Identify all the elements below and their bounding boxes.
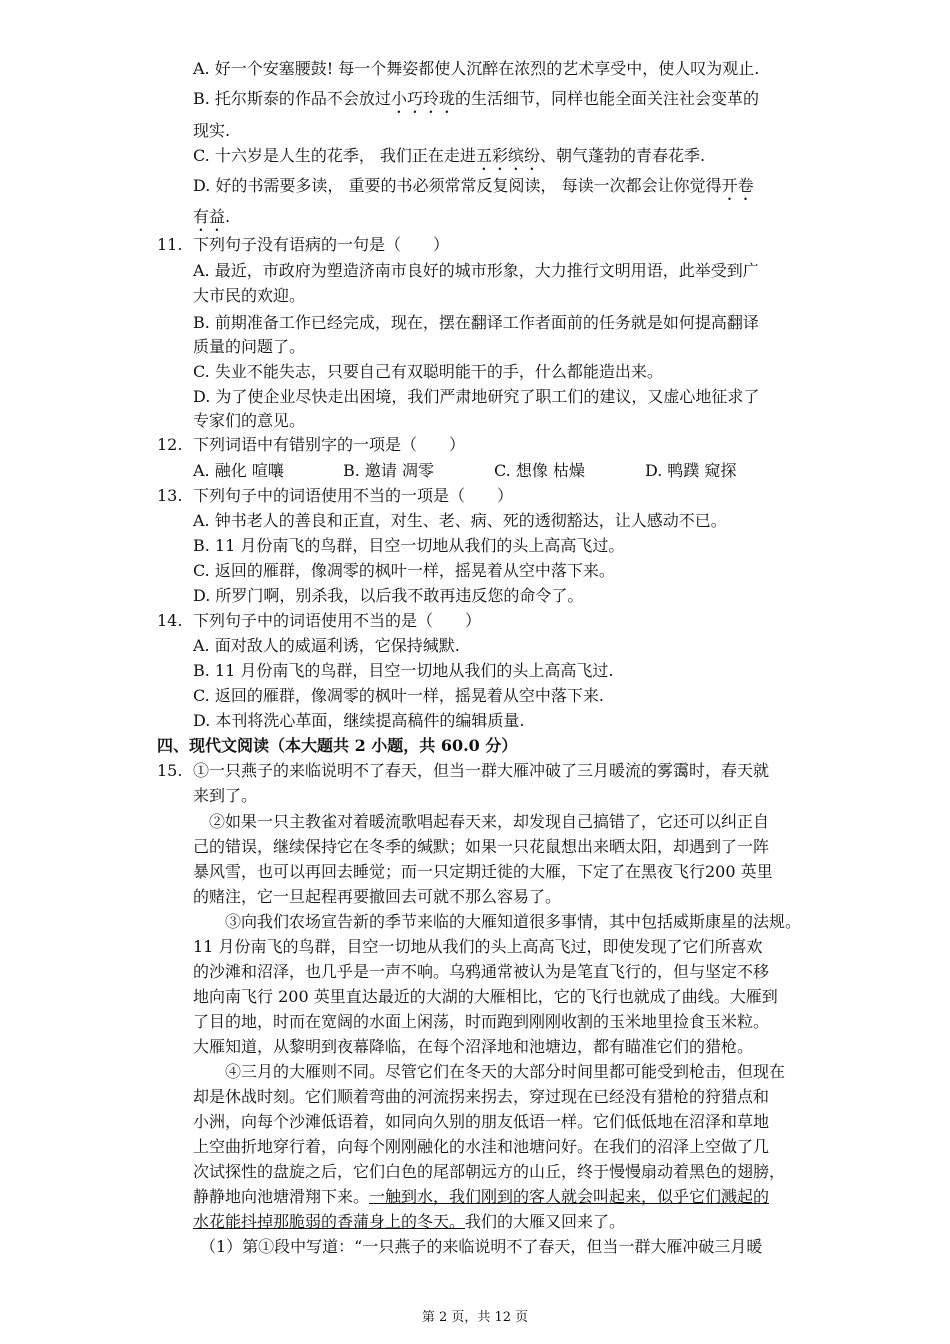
q15-para2-line: ②如果一只主教雀对着暖流歌唱起春天来，却发现自己搞错了，它还可以纠正自 [193, 812, 770, 831]
q15-para1-line: ①一只燕子的来临说明不了春天，但当一群大雁冲破了三月暖流的雾霭时，春天就 [193, 761, 770, 780]
q11-option-b-cont: 质量的问题了。 [193, 337, 306, 356]
q15-para3-line: ③向我们农场宣告新的季节来临的大雁知道很多事情，其中包括威斯康星的法规。 [193, 912, 802, 931]
page-footer: 第 2 页，共 12 页 [421, 1310, 529, 1325]
q10-dotted-word: 五彩缤纷 [475, 146, 540, 165]
q11-option-c: C. 失业不能失志，只要自己有双聪明能干的手，什么都能造出来。 [193, 362, 663, 381]
q14-option-a: A. 面对敌人的威逼利诱，它保持缄默. [193, 636, 460, 655]
q14-option-b: B. 11 月份南飞的鸟群，目空一切地从我们的头上高高飞过. [193, 661, 614, 680]
q13-option-d: D. 所罗门啊，别杀我，以后我不敢再违反您的命令了。 [193, 586, 584, 605]
q10-dotted-word: 开卷 [721, 176, 754, 195]
q14-option-d: D. 本刊将洗心革面，继续提高稿件的编辑质量. [193, 711, 525, 730]
q10-option-a: A. 好一个安塞腰鼓! 每一个舞姿都使人沉醉在浓烈的艺术享受中，使人叹为观止. [193, 59, 760, 78]
q15-para2-line: 的赌注，它一旦起程再要撤回去可就不那么容易了。 [193, 887, 562, 906]
underlined-sentence: 水花能抖掉那脆弱的香蒲身上的冬天。 [193, 1212, 466, 1231]
q15-para3-line: 了目的地，时而在宽阔的水面上闲荡，时而跑到刚刚收割的玉米地里捡食玉米粒。 [193, 1012, 770, 1031]
q12-number: 12. [157, 435, 183, 454]
q12-stem: 下列词语中有错别字的一项是（ ） [193, 435, 466, 454]
q15-para1-line: 来到了。 [193, 786, 258, 805]
q10-option-c: C. 十六岁是人生的花季， 我们正在走进五彩缤纷、朝气蓬勃的青春花季. [193, 146, 706, 165]
q10-option-d-cont: 有益. [193, 207, 231, 226]
q15-para4-line: ④三月的大雁则不同。尽管它们在冬天的大部分时间里都可能受到枪击，但现在 [193, 1062, 786, 1081]
q11-option-d-cont: 专家们的意见。 [193, 411, 306, 430]
q11-stem: 下列句子没有语病的一句是（ ） [193, 235, 450, 254]
q15-para4-line: 次试探性的盘旋之后，它们白色的尾部朝远方的山丘，终于慢慢扇动着黑色的翅膀， [193, 1162, 786, 1181]
q11-option-a-cont: 大市民的欢迎。 [193, 286, 306, 305]
q13-stem: 下列句子中的词语使用不当的一项是（ ） [193, 486, 514, 505]
q10-dotted-word: 小巧玲珑 [390, 89, 455, 108]
q15-para3-line: 的沙滩和沼泽，也几乎是一声不响。乌鸦通常被认为是笔直飞行的，但与坚定不移 [193, 962, 770, 981]
q15-para4-line: 小洲，向每个沙滩低语着，如同向久别的朋友低语一样。它们低低地在沼泽和草地 [193, 1112, 770, 1131]
q15-para4-line: 却是休战时刻。它们顺着弯曲的河流拐来拐去，穿过现在已经没有猎枪的狩猎点和 [193, 1087, 770, 1106]
q12-option-a: A. 融化 喧嚷 [193, 461, 284, 480]
q10-option-b: B. 托尔斯泰的作品不会放过小巧玲珑的生活细节，同样也能全面关注社会变革的 [193, 89, 759, 108]
q15-para4-line: 上空曲折地穿行着，向每个刚刚融化的水洼和池塘问好。在我们的沼泽上空做了几 [193, 1137, 770, 1156]
section-heading: 四、现代文阅读（本大题共 2 小题，共 60.0 分） [157, 736, 518, 755]
q12-option-d: D. 鸭蹼 窥探 [645, 461, 737, 480]
q10-option-b-cont: 现实. [193, 121, 231, 140]
q15-para3-line: 11 月份南飞的鸟群，目空一切地从我们的头上高高飞过，即使发现了它们所喜欢 [193, 937, 763, 956]
q12-option-c: C. 想像 枯燥 [494, 461, 585, 480]
q12-option-b: B. 邀请 凋零 [343, 461, 435, 480]
q13-option-c: C. 返回的雁群，像凋零的枫叶一样，摇晃着从空中落下来。 [193, 561, 615, 580]
q15-subquestion-1: （1）第①段中写道：“一只燕子的来临说明不了春天，但当一群大雁冲破三月暖 [200, 1237, 763, 1256]
q14-option-c: C. 返回的雁群，像凋零的枫叶一样，摇晃着从空中落下来. [193, 686, 604, 705]
q13-option-b: B. 11 月份南飞的鸟群，目空一切地从我们的头上高高飞过。 [193, 536, 625, 555]
q15-para3-line: 大雁知道，从黎明到夜幕降临，在每个沼泽地和池塘边，都有瞄准它们的猎枪。 [193, 1037, 754, 1056]
underlined-sentence: 一触到水，我们刚到的客人就会叫起来，似乎它们溅起的 [369, 1187, 770, 1206]
q13-number: 13. [157, 486, 183, 505]
q15-para4-line: 水花能抖掉那脆弱的香蒲身上的冬天。我们的大雁又回来了。 [193, 1212, 626, 1231]
q15-para3-line: 地向南飞行 200 英里直达最近的大湖的大雁相比，它的飞行也就成了曲线。大雁到 [193, 987, 778, 1006]
q11-number: 11. [157, 235, 183, 254]
q13-option-a: A. 钟书老人的善良和正直，对生、老、病、死的透彻豁达，让人感动不已。 [193, 511, 727, 530]
q15-para2-line: 暴风雪，也可以再回去睡觉；而一只定期迁徙的大雁，下定了在黑夜飞行200 英里 [193, 862, 773, 881]
q10-dotted-word: 有益 [193, 207, 226, 226]
q15-para2-line: 己的错误，继续保持它在冬季的缄默；如果一只花鼠想出来晒太阳，却遇到了一阵 [193, 837, 770, 856]
q15-para4-line: 静静地向池塘滑翔下来。一触到水，我们刚到的客人就会叫起来，似乎它们溅起的 [193, 1187, 770, 1206]
q15-number: 15. [157, 761, 183, 780]
q14-stem: 下列句子中的词语使用不当的是（ ） [193, 611, 482, 630]
q11-option-a: A. 最近，市政府为塑造济南市良好的城市形象，大力推行文明用语，此举受到广 [193, 261, 759, 280]
q14-number: 14. [157, 611, 183, 630]
q11-option-d: D. 为了使企业尽快走出困境，我们严肃地研究了职工们的建议，又虚心地征求了 [193, 387, 760, 406]
q11-option-b: B. 前期准备工作已经完成，现在，摆在翻译工作者面前的任务就是如何提高翻译 [193, 313, 759, 332]
q10-option-d: D. 好的书需要多读， 重要的书必须常常反复阅读， 每读一次都会让你觉得开卷 [193, 176, 754, 195]
